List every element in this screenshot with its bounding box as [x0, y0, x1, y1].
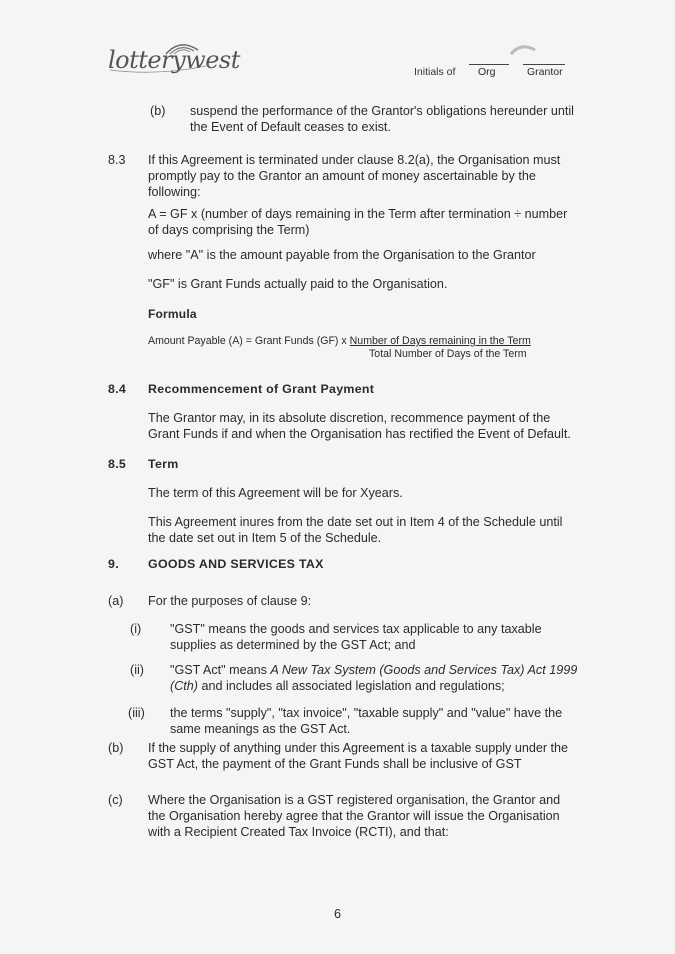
term-text: The term of this Agreement will be for Xyears. — [148, 486, 403, 500]
formula-numerator: Number of Days remaining in the Term — [349, 335, 531, 347]
where-a-text: where "A" is the amount payable from the Organisation to the Grantor — [148, 248, 536, 262]
clause-9-ii-label: (ii) — [130, 663, 144, 677]
clause-9-ii-line1 — [170, 662, 577, 678]
clause-9-i-line2: supplies as determined by the GST Act; and — [170, 638, 416, 652]
formula-denominator: Total Number of Days of the Term — [369, 348, 527, 360]
clause-8-3-line1: If this Agreement is terminated under clause 8.2(a), the Organisation must — [148, 153, 561, 167]
clause-8-4-number: 8.4 — [108, 382, 127, 396]
clause-8-4-heading: Recommencement of Grant Payment — [148, 382, 375, 396]
clause-9-c-line2: the Organisation hereby agree that the Grantor will issue the Organisation — [148, 809, 560, 823]
clause-9-a-label: (a) — [108, 594, 124, 608]
page-number: 6 — [334, 907, 342, 921]
clause-9-b-label: (b) — [108, 741, 124, 755]
clause-9-c-line1: Where the Organisation is a GST registered organisation, the Grantor and — [148, 793, 561, 807]
clause-9-iii-line2: same meanings as the GST Act. — [170, 722, 351, 736]
clause-9-i-line1: "GST" means the goods and services tax applicable to any taxable — [170, 622, 542, 636]
formula-heading: Formula — [148, 307, 197, 321]
clause-9-iii-label: (iii) — [128, 706, 145, 720]
grantor-label: Grantor — [527, 66, 563, 78]
clause-b-line1: suspend the performance of the Grantor's obligations hereunder until — [190, 104, 574, 118]
clause-9-b-line2: GST Act, the payment of the Grant Funds shall be inclusive of GST — [148, 757, 522, 771]
clause-8-4-line1: The Grantor may, in its absolute discretion, recommence payment of the — [148, 411, 551, 425]
where-gf-text: "GF" is Grant Funds actually paid to the Organisation. — [148, 277, 448, 291]
clause-9-number: 9. — [108, 557, 119, 571]
logo-text: lotterywest — [108, 46, 240, 74]
clause-b-label: (b) — [150, 104, 166, 118]
formula-line — [148, 335, 531, 348]
clause-9-b-line1: If the supply of anything under this Agreement is a taxable supply under the — [148, 741, 569, 755]
equation-line1: A = GF x (number of days remaining in the Term after termination ÷ number — [148, 207, 568, 221]
equation-line2: of days comprising the Term) — [148, 223, 310, 237]
lotterywest-logo — [108, 36, 240, 76]
clause-9-heading: GOODS AND SERVICES TAX — [148, 557, 324, 571]
gst-act-prefix: "GST Act" means — [170, 663, 271, 677]
inures-line2: the date set out in Item 5 of the Schedule. — [148, 531, 382, 545]
clause-8-3-line2: promptly pay to the Grantor an amount of money ascertainable by the — [148, 169, 536, 183]
org-label: Org — [478, 66, 496, 78]
grantor-initials-box — [523, 50, 565, 78]
formula-prefix: Amount Payable (A) = Grant Funds (GF) x — [148, 335, 350, 347]
clause-9-a-text: For the purposes of clause 9: — [148, 594, 312, 608]
gst-act-title: A New Tax System (Goods and Services Tax) Act 1999 — [270, 663, 578, 677]
clause-b-line2: the Event of Default ceases to exist. — [190, 120, 391, 134]
grantor-stamp-icon — [509, 42, 551, 56]
clause-9-c-line3: with a Recipient Created Tax Invoice (RCTI), and that: — [148, 825, 449, 839]
clause-8-4-line2: Grant Funds if and when the Organisation has rectified the Event of Default. — [148, 427, 571, 441]
clause-9-i-label: (i) — [130, 622, 142, 636]
gst-act-rest: and includes all associated legislation and regulations; — [198, 679, 505, 693]
gst-act-cth: (Cth) — [170, 679, 198, 693]
clause-8-3-line3: following: — [148, 185, 201, 199]
clause-9-c-label: (c) — [108, 793, 123, 807]
inures-line1: This Agreement inures from the date set out in Item 4 of the Schedule until — [148, 515, 563, 529]
clause-8-5-heading: Term — [148, 457, 179, 471]
org-initials-box — [469, 50, 509, 78]
clause-9-iii-line1: the terms "supply", "tax invoice", "taxable supply" and "value" have the — [170, 706, 563, 720]
clause-8-3-number: 8.3 — [108, 153, 126, 167]
clause-8-5-number: 8.5 — [108, 457, 127, 471]
clause-9-ii-line2 — [170, 678, 505, 694]
initials-label: Initials of — [414, 66, 456, 78]
